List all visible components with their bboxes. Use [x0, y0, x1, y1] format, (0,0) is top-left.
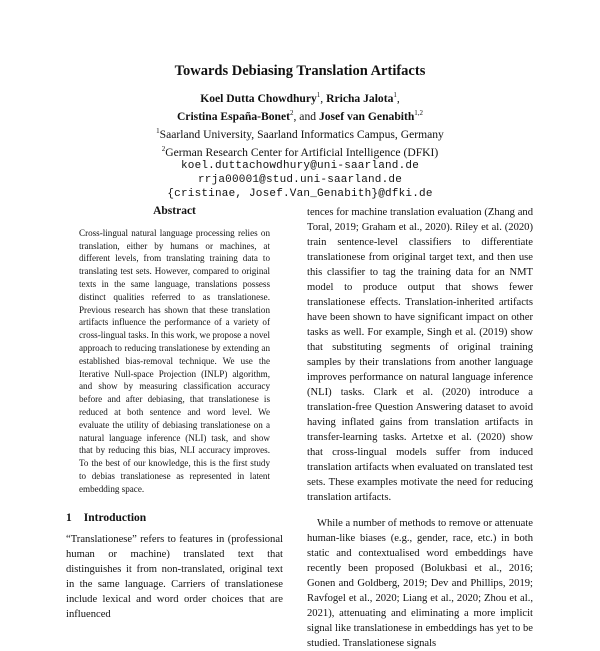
email: {cristinae, Josef.Van_Genabith}@dfki.de — [167, 188, 433, 201]
right-column — [307, 205, 533, 651]
affiliation — [0, 142, 600, 160]
section-number: 1 — [66, 511, 72, 524]
author-name: Rricha Jalota — [326, 91, 394, 105]
body-paragraph: tences for machine translation evaluation (Zhang and Toral, 2019; Graham et al., 2020). Riley et al. (2020) train sentence-level classifiers to differentiate translationese from original target text, and then use this classifier to tag the training data for an NMT model to produce output that shows fewer translationese effects. Translation-inherited artifacts have been shown to have significant impact on other tasks as well. For example, Singh et al. (2019) show that substituting segments of original training samples by their translations from another language improves performance on natural language inference (NLI) tasks. Clark et al. (2020) introduce a translation-free Question Answering dataset to avoid having inflated gains from translation artifacts in transfer-learning tasks. Artetxe et al. (2020) show that cross-lingual models suffer from induced translation artifacts when evaluated on translated test sets. These examples motivate the need for reducing translation artifacts. — [307, 207, 533, 503]
intro-paragraph: “Translationese” refers to features in (professional human or machine) translated text that distinguishes it from non-translated, original text in the same language. Carriers of translationese include lexical and word order choices that are influenced — [66, 534, 283, 621]
author-affil-marker: 1 — [393, 91, 397, 99]
email: koel.duttachowdhury@uni-saarland.de — [180, 160, 420, 173]
affiliation-marker: 2 — [161, 144, 166, 153]
abstract-text: Cross-lingual natural language processing relies on translation, either by humans or machines, at different levels, from translating training data to translating test sets. However, compared to original texts in the same language, translations possess distinct qualities referred to as translationese. Previous research has shown that these translation artifacts influence the performance of a variety of cross-lingual tasks. In this work, we propose a novel approach to reducing translationese by extending an established bias-removal technique. We use the Iterative Null-space Projection (INLP) algorithm, and show by measuring classification accuracy before and after debiasing, that translationese is reduced at both sentence and word level. We evaluate the utility of debiasing translationese on a natural language inference (NLI) task, and show that by reducing this bias, NLI accuracy improves. To the best of our knowledge, this is the first study to debias translationese as represented in latent embedding space. — [79, 227, 270, 494]
author-block — [0, 88, 600, 201]
paper-title: Towards Debiasing Translation Artifacts — [174, 63, 426, 79]
section-heading — [66, 512, 283, 525]
section-title: Introduction — [83, 511, 147, 524]
author-name: Cristina España-Bonet — [176, 109, 290, 123]
author-affil-marker: 1,2 — [414, 108, 424, 117]
author-line-1: Koel Dutta Chowdhury$^1$, Rricha Jalota$^1$, — [200, 91, 400, 105]
author-affil-marker: 2 — [290, 108, 294, 117]
author-line-2: Cristina España-Bonet$^2$, and Josef van Genabith$^{1,2}$ — [176, 108, 424, 123]
author-name: Josef van Genabith — [318, 109, 415, 123]
email: rrja00001@stud.uni-saarland.de — [197, 174, 403, 187]
affiliation — [0, 124, 600, 142]
affiliation-text: Saarland University, Saarland Informatics Campus, Germany — [159, 127, 444, 141]
author-affil-marker: 1 — [316, 91, 321, 99]
abstract-heading: Abstract — [153, 205, 196, 217]
body-paragraph: While a number of methods to remove or attenuate human-like biases (e.g., gender, race, etc.) in both static and contextualised word embeddings have recently been proposed (Bolukbasi et al., 2016; Gonen and Goldberg, 2019; Dev and Phillips, 2019; Ravfogel et al., 2020; Liang et al., 2020; Zhou et al., 2021), attenuating and eliminating a more implicit signal like translationese in embeddings has yet to be studied. Translationese signals — [307, 518, 533, 649]
author-conjunction: and — [299, 109, 317, 123]
affiliation-text: German Research Center for Artificial Intelligence (DFKI) — [165, 145, 439, 159]
left-column — [66, 205, 283, 622]
author-name: Koel Dutta Chowdhury — [200, 91, 317, 105]
affiliation-marker: 1 — [156, 126, 160, 135]
